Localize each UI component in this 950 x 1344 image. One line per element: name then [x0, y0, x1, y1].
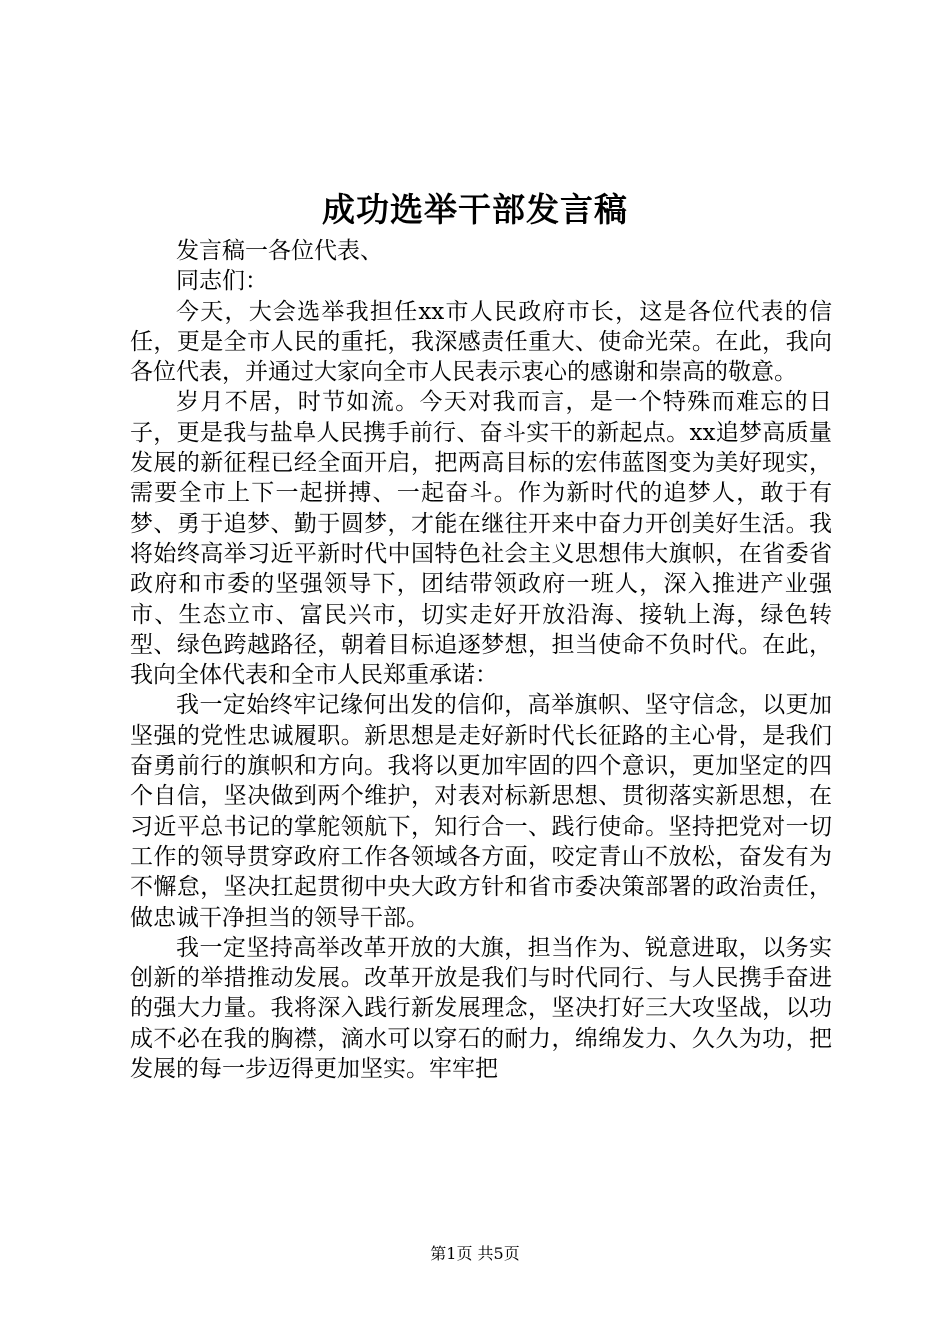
- paragraph-salutation-continued: 同志们：: [176, 268, 268, 295]
- page-number-footer: 第1页 共5页: [430, 1244, 520, 1263]
- paragraph-commitment-two: 我一定坚持高举改革开放的大旗，担当作为、锐意进取，以务实创新的举措推动发展。改革开放是我们与时代同行、与人民携手奋进的强大力量。我将深入践行新发展理念，坚决打好三大攻坚战，以功成不必在我的胸襟，滴水可以穿石的耐力，绵绵发力、久久为功，把发展的每一步迈得更加坚实。牢牢把: [130, 934, 832, 1083]
- paragraph-opening: 今天，大会选举我担任xx市人民政府市长，这是各位代表的信任，更是全市人民的重托，我深感责任重大、使命光荣。在此，我向各位代表，并通过大家向全市人民表示衷心的感谢和崇高的敬意。: [130, 298, 832, 386]
- document-body: [130, 236, 832, 1084]
- paragraph-new-starting-point: 岁月不居，时节如流。今天对我而言，是一个特殊而难忘的日子，更是我与盐阜人民携手前行、奋斗实干的新起点。xx追梦高质量发展的新征程已经全面开启，把两高目标的宏伟蓝图变为美好现实，需要全市上下一起拼搏、一起奋斗。作为新时代的追梦人，敢于有梦、勇于追梦、勤于圆梦，才能在继往开来中奋力开创美好生活。我将始终高举习近平新时代中国特色社会主义思想伟大旗帜，在省委省政府和市委的坚强领导下，团结带领政府一班人，深入推进产业强市、生态立市、富民兴市，切实走好开放沿海、接轨上海，绿色转型、绿色跨越路径，朝着目标追逐梦想，担当使命不负时代。在此，我向全体代表和全市人民郑重承诺：: [130, 389, 832, 689]
- paragraph-commitment-one: 我一定始终牢记缘何出发的信仰，高举旗帜、坚守信念，以更加坚强的党性忠诚履职。新思想是走好新时代长征路的主心骨，是我们奋勇前行的旗帜和方向。我将以更加牢固的四个意识，更加坚定的四个自信，坚决做到两个维护，对表对标新思想、贯彻落实新思想，在习近平总书记的掌舵领航下，知行合一、践行使命。坚持把党对一切工作的领导贯穿政府工作各领域各方面，咬定青山不放松，奋发有为不懈怠，坚决扛起贯彻中央大政方针和省市委决策部署的政治责任，做忠诚干净担当的领导干部。: [130, 692, 832, 931]
- paragraph-salutation: 发言稿一各位代表、: [176, 238, 383, 264]
- document-title: 成功选举干部发言稿: [322, 190, 628, 229]
